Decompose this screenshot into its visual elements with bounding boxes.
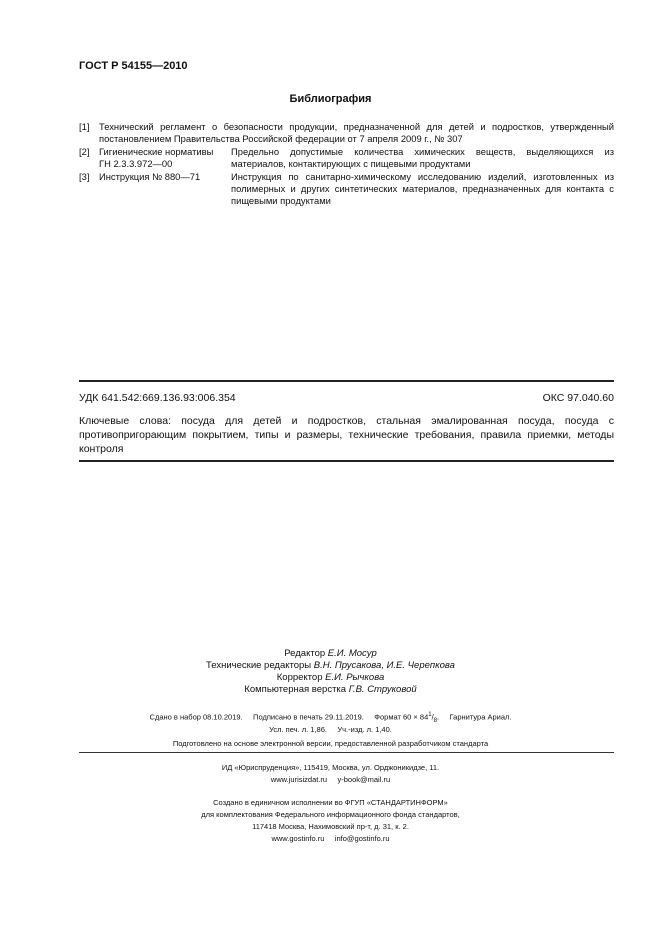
producer-line3: 117418 Москва, Нахимовский пр-т, д. 31, к. 2. <box>252 822 409 831</box>
producer-email-link[interactable]: info@gostinfo.ru <box>334 834 390 843</box>
bib-item-2-source-line1: Гигиенические нормативы <box>99 146 214 157</box>
format-fraction-denominator: 8 <box>433 718 438 724</box>
layout-name: Г.В. Струковой <box>348 684 417 695</box>
bib-item-1-number: [1] <box>79 121 90 132</box>
print-info-line1: Сдано в набор 08.10.2019. Подписано в печать 29.11.2019. Формат $60 \times 84^1/_8$. Гарнитура Ариал. <box>149 712 512 724</box>
bib-item-3-number: [3] <box>79 171 90 182</box>
corrector-label: Корректор <box>276 672 323 683</box>
print-info-line2 <box>0 724 661 735</box>
publisher-divider <box>79 752 614 753</box>
bib-item-2-description: Предельно допустимые количества химических веществ, выделяющихся из материалов, контактирующих с пищевыми продуктами <box>231 146 614 169</box>
publishing-sheets: Уч.-изд. л. 1,40. <box>337 725 392 734</box>
udk-code: УДК 641.542:669.136.93:006.354 <box>79 392 236 404</box>
bib-item-2-source-line2: ГН 2.3.3.972—00 <box>99 158 173 169</box>
layout-label: Компьютерная верстка <box>244 684 347 695</box>
bib-item-1-text: Технический регламент о безопасности продукции, предназначенной для детей и подростков, утвержденный постановлением Правительства Российской федерации от 7 апреля 2009 г., № 307 <box>99 121 614 144</box>
publisher-email-link[interactable]: y-book@mail.ru <box>337 775 391 784</box>
editor-label: Редактор <box>284 648 326 659</box>
bibliography-title: Библиография <box>289 93 372 105</box>
bib-item-3-description: Инструкция по санитарно-химическому исследованию изделий, изготовленных из полимерных и других синтетических материалов, предназначенных для контакта с пищевыми продуктами <box>231 171 614 206</box>
publisher-site-link[interactable]: www.jurisizdat.ru <box>270 775 328 784</box>
prepared-note: Подготовлено на основе электронной версии, предоставленной разработчиком стандарта <box>172 739 489 748</box>
publisher-address: ИД «Юриспруденция», 115419, Москва, ул. Орджоникидзе, 11. <box>221 763 440 772</box>
bib-item-3-source: Инструкция № 880—71 <box>99 171 201 182</box>
paper-format: Формат 60 × 84 <box>374 712 429 722</box>
typeset-date: Сдано в набор 08.10.2019. <box>149 712 243 722</box>
producer-line1: Создано в единичном исполнении во ФГУП «СТАНДАРТИНФОРМ» <box>213 798 448 807</box>
print-sign-date: Подписано в печать 29.11.2019. <box>253 712 364 722</box>
producer-site-link[interactable]: www.gostinfo.ru <box>271 834 325 843</box>
tech-editors-label: Технические редакторы <box>206 660 312 671</box>
printed-sheets: Усл. печ. л. 1,86. <box>269 725 327 734</box>
producer-line2: для комплектования Федерального информационного фонда стандартов, <box>201 810 460 819</box>
keywords: Ключевые слова: посуда для детей и подростков, стальная эмалированная посуда, посуда с противопригорающим покрытием, типы и размеры, технические требования, правила приемки, методы контроля <box>79 415 614 455</box>
corrector-name: Е.И. Рычкова <box>325 672 385 683</box>
tech-editors-names: В.Н. Прусакова, И.Е. Черепкова <box>313 660 455 671</box>
format-fraction-numerator: 1 <box>428 712 432 718</box>
top-divider <box>79 380 614 382</box>
bottom-divider <box>79 460 614 462</box>
credit-layout <box>0 683 661 696</box>
typeface: Гарнитура Ариал. <box>449 712 512 722</box>
publisher-contacts <box>0 774 661 785</box>
editor-name: Е.И. Мосур <box>327 648 377 659</box>
standard-code: ГОСТ Р 54155—2010 <box>79 60 188 72</box>
bib-item-2-source <box>99 146 229 170</box>
bib-item-2-number: [2] <box>79 146 90 157</box>
oks-code: ОКС 97.040.60 <box>542 392 614 404</box>
producer-contacts <box>0 833 661 844</box>
